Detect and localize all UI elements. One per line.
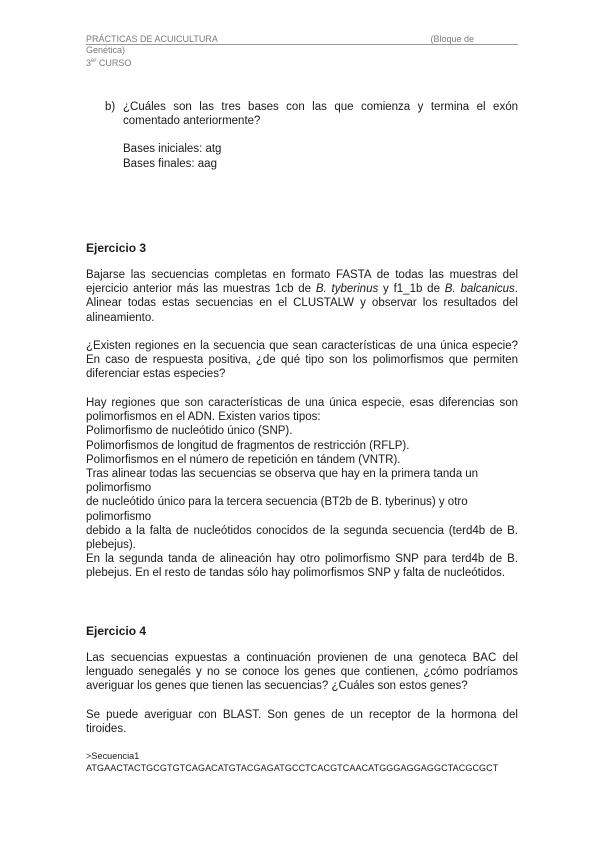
species-balcanicus: B. balcanicus — [444, 283, 515, 296]
answer-line-snp: Polimorfismo de nucleótido único (SNP). — [86, 425, 293, 438]
header-subtitle: Genética) — [86, 45, 126, 55]
sequence-label: >Secuencia1 — [86, 751, 140, 761]
question-b-marker: b) — [105, 101, 116, 113]
exercise-3-question: ¿Existen regiones en la secuencia que sean características de una única especie? En caso de respuesta positiva, ¿de qué tipo son los polimorfismos que permiten diferenciar estas especies? — [86, 340, 518, 381]
species-tyberinus: B. tyberinus — [315, 283, 379, 296]
answer-line-rflp: Polimorfismos de longitud de fragmentos de restricción (RFLP). — [86, 439, 410, 452]
header-rule — [86, 44, 518, 45]
answer-final-bases: Bases finales: aag — [123, 158, 217, 170]
sequence-1: ATGAACTACTGCGTGTCAGACATGTACGAGATGCCTCACGTCAACATGGGAGGAGGCTACGCGCT — [86, 763, 499, 773]
answer-intro: Hay regiones que son características de una única especie, esas diferencias son polimorfismos en el ADN. Existen varios tipos: — [86, 397, 518, 424]
exercise-3-heading: Ejercicio 3 — [86, 241, 147, 255]
exercise-4-heading: Ejercicio 4 — [86, 624, 147, 638]
answer-line: debido a la falta de nucleótidos conocidos de la segunda secuencia (terd4b de B. plebejus). — [86, 524, 518, 552]
exercise-3-answer — [86, 396, 518, 581]
answer-line-vntr: Polimorfismos en el número de repetición en tándem (VNTR). — [86, 453, 401, 466]
answer-line: de nucleótido único para la tercera secuencia (BT2b de B. tyberinus) y otro — [86, 496, 468, 509]
answer-line: polimorfismo — [86, 510, 152, 523]
header-course: 3er CURSO — [86, 58, 132, 68]
header-title: PRÁCTICAS DE ACUICULTURA — [86, 34, 218, 44]
exercise-3-paragraph-1: Bajarse las secuencias completas en formato FASTA de todas las muestras del ejercicio anterior más las muestras 1cb de B. tyberinus y f1_1b de B. balcanicus. Alinear todas estas secuencias en el CLUSTALW y observar los resultados del alineamiento. — [86, 269, 518, 324]
page-header — [86, 34, 518, 69]
answer-initial-bases: Bases iniciales: atg — [123, 143, 222, 155]
exercise-4-question: Las secuencias expuestas a continuación provienen de una genoteca BAC del lenguado senegalés y no se conoce los genes que contienen, ¿cómo podríamos averiguar los genes que tienen las secuencias? ¿Cuáles son estos genes? — [86, 652, 518, 693]
answer-line: En la segunda tanda de alineación hay otro polimorfismo SNP para terd4b de B. plebejus. En el resto de tandas sólo hay polimorfismos SNP y falta de nucleótidos. — [86, 553, 518, 580]
exercise-4-answer: Se puede averiguar con BLAST. Son genes de un receptor de la hormona del tiroides. — [86, 709, 518, 736]
answer-line: polimorfismo — [86, 482, 152, 495]
answer-line: Tras alinear todas las secuencias se observa que hay en la primera tanda un — [86, 468, 479, 481]
question-b-text: ¿Cuáles son las tres bases con las que comienza y termina el exón comentado anteriormente? — [123, 101, 518, 128]
header-block: (Bloque de — [430, 34, 474, 44]
